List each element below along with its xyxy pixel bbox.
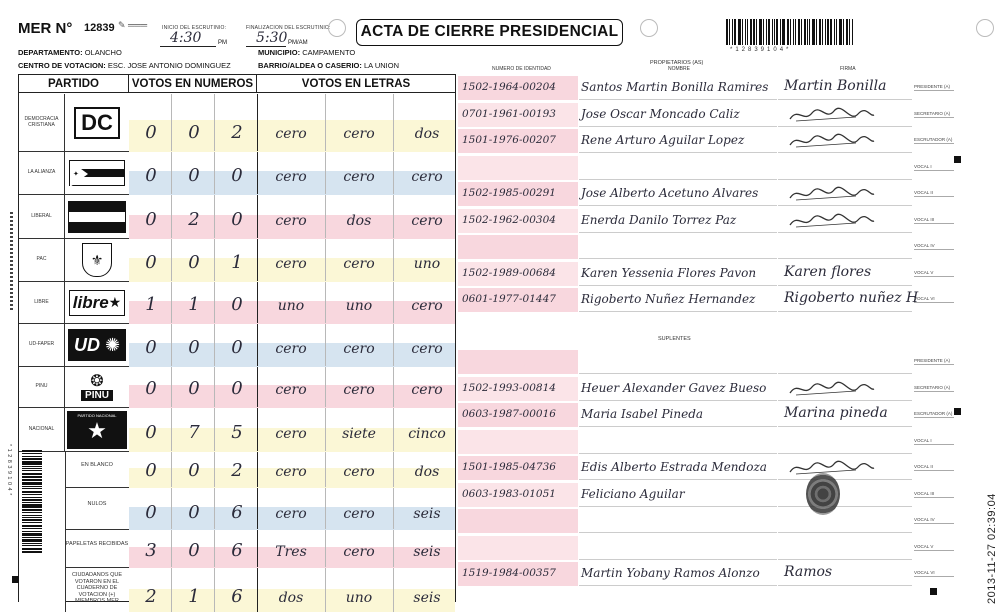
- party-vote-cells: [129, 195, 455, 238]
- member-role: VOCAL V: [914, 544, 954, 551]
- vote-word: cero: [411, 382, 443, 398]
- member-signature-cell: [778, 403, 912, 427]
- vote-word: cero: [275, 341, 307, 357]
- vote-word: siete: [342, 426, 376, 442]
- party-name: LIBRE: [19, 282, 65, 323]
- member-signature: Rigoberto nuñez H: [784, 290, 919, 306]
- member-name-cell: [579, 536, 777, 560]
- party-row: [19, 152, 455, 195]
- vote-word: uno: [413, 256, 441, 272]
- member-row: [458, 562, 935, 586]
- vote-digit: 7: [188, 422, 200, 443]
- vote-word: dos: [346, 213, 372, 229]
- registration-square: [954, 156, 961, 163]
- member-name: Feliciano Aguilar: [581, 486, 685, 501]
- vote-digit: 0: [231, 294, 243, 315]
- party-vote-cells: [129, 94, 455, 151]
- vote-word: cero: [343, 126, 375, 142]
- summary-digit: 6: [231, 540, 243, 561]
- summary-word: seis: [413, 590, 441, 606]
- inicio-ampm: PM: [218, 40, 227, 46]
- party-name: NACIONAL: [19, 408, 65, 451]
- member-name-cell: [579, 103, 777, 127]
- vote-digit: 0: [188, 378, 200, 399]
- member-signature-cell: [778, 536, 912, 560]
- member-name-cell: [579, 483, 777, 507]
- member-name-cell: [579, 350, 777, 374]
- party-row: [19, 195, 455, 239]
- vote-digit: 0: [145, 122, 157, 143]
- member-id: 1502-1989-00684: [462, 266, 556, 279]
- member-name: Rigoberto Nuñez Hernandez: [581, 292, 756, 306]
- member-id: 1502-1962-00304: [462, 213, 556, 226]
- member-name-cell: [579, 76, 777, 100]
- member-name: Maria Isabel Pineda: [581, 407, 704, 421]
- vote-word: cero: [275, 426, 307, 442]
- member-name-cell: [579, 403, 777, 427]
- member-id: 0701-1961-00193: [462, 107, 556, 120]
- side-barcode-icon: [22, 450, 42, 562]
- summary-word: dos: [414, 464, 440, 480]
- member-id-cell: [458, 403, 578, 427]
- member-name: Edis Alberto Estrada Mendoza: [581, 460, 767, 474]
- party-logo-icon: [66, 195, 128, 238]
- summary-word: seis: [413, 544, 441, 560]
- signature-scribble-icon: [786, 379, 876, 399]
- member-role: VOCAL V: [914, 270, 954, 277]
- registration-square: [12, 576, 19, 583]
- inicio-label: INICIO DEL ESCRUTINIO:: [162, 25, 227, 31]
- col-partido: PARTIDO: [19, 75, 129, 93]
- member-signature-cell: [778, 350, 912, 374]
- member-id: 0603-1987-00016: [462, 408, 556, 420]
- member-id-cell: [458, 129, 578, 153]
- vote-word: cero: [343, 256, 375, 272]
- member-id: 1501-1976-00207: [462, 134, 556, 146]
- vote-word: cero: [275, 256, 307, 272]
- summary-word: cero: [343, 506, 375, 522]
- members-table: [458, 60, 953, 600]
- member-name-cell: [579, 262, 777, 286]
- summary-digit: 0: [188, 540, 200, 561]
- vote-digit: 0: [231, 209, 243, 230]
- vote-word: cero: [411, 169, 443, 185]
- member-role: SECRETARIO (A): [914, 111, 954, 118]
- barcode-icon: [726, 19, 854, 45]
- member-id-cell: [458, 103, 578, 127]
- side-barcode-number-wrap: [0, 444, 12, 568]
- member-id-cell: [458, 562, 578, 586]
- member-name-cell: [579, 430, 777, 454]
- signature-scribble-icon: [786, 211, 876, 231]
- signature-scribble-icon: [786, 131, 876, 151]
- col-identidad: NUMERO DE IDENTIDAD: [492, 66, 551, 72]
- party-name: UD-FAPER: [19, 324, 65, 366]
- summary-row: [19, 530, 455, 568]
- member-name: Enerda Danilo Torrez Paz: [581, 212, 737, 227]
- party-row: [19, 367, 455, 408]
- summary-row: [19, 488, 455, 530]
- summary-digit: 2: [145, 586, 157, 607]
- side-barcode-number: *12839104*: [6, 444, 12, 498]
- member-role: VOCAL II: [914, 464, 954, 471]
- centro-votacion: CENTRO DE VOTACION: ESC. JOSE ANTONIO DOMINGUEZ: [18, 61, 231, 70]
- member-name: Santos Martin Bonilla Ramires: [581, 80, 769, 94]
- member-name-cell: [579, 235, 777, 259]
- registration-square: [930, 588, 937, 595]
- vote-digit: 0: [188, 252, 200, 273]
- member-row: [458, 76, 951, 100]
- vote-word: uno: [345, 298, 373, 314]
- party-row: [19, 324, 455, 367]
- member-id-cell: [458, 483, 578, 507]
- party-vote-cells: [129, 408, 455, 451]
- summary-name: EN BLANCO: [81, 462, 113, 468]
- member-signature-cell: [778, 209, 912, 233]
- member-name-cell: [579, 456, 777, 480]
- vote-digit: 0: [145, 252, 157, 273]
- member-id-cell: [458, 182, 578, 206]
- vote-word: cero: [343, 341, 375, 357]
- final-label: FINALIZACION DEL ESCRUTINIO:: [246, 25, 331, 31]
- party-name: PAC: [19, 239, 65, 281]
- member-name-cell: [579, 209, 777, 233]
- summary-vote-cells: [129, 568, 455, 612]
- member-row: [458, 403, 953, 427]
- member-row: [458, 235, 935, 259]
- vote-digit: 0: [188, 337, 200, 358]
- member-signature-cell: [778, 76, 912, 100]
- member-id-cell: [458, 76, 578, 100]
- vote-word: cinco: [408, 426, 446, 442]
- member-id-cell: [458, 288, 578, 312]
- member-name: Jose Alberto Acetuno Alvares: [581, 186, 759, 200]
- summary-name: NULOS: [87, 501, 107, 507]
- member-row: [458, 430, 932, 454]
- member-id: 1502-1964-00204: [462, 81, 556, 93]
- registration-mark: [328, 19, 346, 37]
- member-role: VOCAL III: [914, 491, 954, 498]
- summary-name: PAPELETAS RECIBIDAS: [65, 541, 129, 547]
- member-id-cell: [458, 377, 578, 401]
- vote-digit: 1: [145, 294, 157, 315]
- member-id-cell: [458, 262, 578, 286]
- summary-word: uno: [345, 590, 373, 606]
- member-id-cell: [458, 209, 578, 233]
- member-name: Jose Oscar Moncado Caliz: [581, 106, 740, 121]
- final-value: 5:30: [256, 30, 288, 46]
- member-signature-cell: [778, 235, 912, 259]
- member-name: Martin Yobany Ramos Alonzo: [581, 566, 760, 580]
- vote-word: cero: [275, 126, 307, 142]
- party-logo-icon: libre ★: [66, 282, 128, 323]
- member-signature-cell: [778, 509, 912, 533]
- member-signature: Martin Bonilla: [784, 78, 887, 94]
- vote-word: cero: [411, 213, 443, 229]
- party-logo-icon: ✦: [66, 152, 128, 194]
- summary-vote-cells: [129, 452, 455, 487]
- summary-digit: 6: [231, 502, 243, 523]
- member-id: 0601-1977-01447: [462, 293, 556, 305]
- member-row: [458, 262, 934, 286]
- vote-digit: 1: [188, 294, 200, 315]
- member-row: [458, 536, 934, 560]
- member-id: 1502-1993-00814: [462, 381, 556, 394]
- member-id: 1501-1985-04736: [462, 461, 556, 473]
- summary-word: cero: [343, 464, 375, 480]
- summary-digit: 2: [231, 460, 243, 481]
- party-vote-cells: [129, 152, 455, 194]
- member-row: [458, 377, 951, 401]
- summary-word: cero: [275, 506, 307, 522]
- summary-digit: 0: [188, 460, 200, 481]
- member-role: VOCAL VI: [914, 296, 954, 303]
- vote-word: cero: [411, 341, 443, 357]
- member-signature-cell: [778, 483, 912, 507]
- member-signature-cell: [778, 430, 912, 454]
- party-logo-icon: PARTIDO NACIONAL ★: [66, 408, 128, 451]
- member-name: Rene Arturo Aguilar Lopez: [581, 133, 745, 147]
- barcode-number: *12839104*: [730, 47, 792, 53]
- registration-square: [954, 408, 961, 415]
- member-name-cell: [579, 562, 777, 586]
- member-name-cell: [579, 182, 777, 206]
- acta-title: ACTA DE CIERRE PRESIDENCIAL: [356, 19, 623, 46]
- vote-word: cero: [275, 169, 307, 185]
- vote-digit: 2: [188, 209, 200, 230]
- municipio: MUNICIPIO: CAMPAMENTO: [258, 48, 356, 57]
- party-name: LIBERAL: [19, 195, 65, 238]
- member-name-cell: [579, 156, 777, 180]
- member-row: [458, 209, 935, 233]
- summary-word: dos: [278, 590, 304, 606]
- member-role: PRESIDENTE (A): [914, 358, 954, 365]
- party-vote-cells: [129, 367, 455, 407]
- member-row: [458, 182, 933, 206]
- party-row: [19, 239, 455, 282]
- summary-digit: 1: [188, 586, 200, 607]
- registration-mark: [976, 19, 994, 37]
- vote-digit: 0: [145, 422, 157, 443]
- vote-word: cero: [275, 213, 307, 229]
- party-name: PINU: [19, 367, 65, 407]
- member-signature-cell: [778, 288, 919, 312]
- member-row: [458, 456, 933, 480]
- member-signature-cell: [778, 562, 912, 586]
- member-role: VOCAL II: [914, 190, 954, 197]
- summary-digit: 3: [145, 540, 157, 561]
- vote-digit: 0: [145, 337, 157, 358]
- vote-table: [18, 74, 456, 607]
- party-row: [19, 282, 455, 324]
- inicio-value: 4:30: [170, 30, 202, 46]
- member-role: PRESIDENTE (A): [914, 84, 954, 91]
- col-votos-numeros: VOTOS EN NUMEROS: [129, 75, 257, 93]
- member-id: 0603-1983-01051: [462, 487, 556, 500]
- member-id-cell: [458, 235, 578, 259]
- member-name-cell: [579, 377, 777, 401]
- member-name-cell: [579, 129, 777, 153]
- vote-word: cero: [343, 382, 375, 398]
- member-role: ESCRUTADOR (A): [914, 137, 953, 142]
- member-signature-cell: [778, 456, 912, 480]
- vote-digit: 0: [188, 165, 200, 186]
- suplentes-label: SUPLENTES: [658, 336, 691, 342]
- col-firma: FIRMA: [840, 66, 856, 72]
- signature-scribble-icon: [786, 105, 876, 125]
- member-role: VOCAL I: [914, 164, 954, 171]
- party-vote-cells: [129, 239, 455, 281]
- member-role: VOCAL IV: [914, 517, 954, 524]
- summary-word: cero: [275, 464, 307, 480]
- member-id-cell: [458, 456, 578, 480]
- member-row: [458, 509, 935, 533]
- final-ampm: PM/AM: [288, 40, 308, 46]
- member-signature-cell: [778, 182, 912, 206]
- summary-row: [19, 568, 455, 612]
- member-row: [458, 350, 951, 374]
- summary-digit: 6: [231, 586, 243, 607]
- summary-digit: 0: [188, 502, 200, 523]
- vote-word: cero: [275, 382, 307, 398]
- member-role: VOCAL VI: [914, 570, 954, 577]
- col-nombre: NOMBRE: [668, 66, 690, 72]
- member-role: VOCAL I: [914, 438, 954, 445]
- vote-word: cero: [343, 169, 375, 185]
- summary-digit: 0: [145, 460, 157, 481]
- col-propietarios: PROPIETARIOS (AS): [650, 60, 704, 66]
- party-name: DEMOCRACIA CRISTIANA: [19, 94, 65, 151]
- summary-digit: 0: [145, 502, 157, 523]
- vote-word: dos: [414, 126, 440, 142]
- summary-vote-cells: [129, 530, 455, 567]
- member-role: VOCAL IV: [914, 243, 954, 250]
- party-logo-icon: ⚜: [66, 239, 128, 281]
- summary-word: Tres: [275, 544, 307, 560]
- vote-digit: 5: [231, 422, 243, 443]
- member-signature-cell: [778, 377, 912, 401]
- vote-digit: 0: [145, 209, 157, 230]
- signature-scribble-icon: [786, 184, 876, 204]
- member-signature-cell: [778, 262, 912, 286]
- summary-word: seis: [413, 506, 441, 522]
- vote-digit: 0: [231, 337, 243, 358]
- summary-name: CIUDADANOS QUE VOTARON EN EL CUADERNO DE VOTACION (+) MIEMBROS MER: [71, 572, 123, 605]
- member-signature: Ramos: [784, 564, 833, 580]
- summary-row: [19, 452, 455, 488]
- vote-digit: 0: [145, 378, 157, 399]
- member-name: Karen Yessenia Flores Pavon: [581, 265, 757, 280]
- member-signature-cell: [778, 129, 912, 153]
- summary-word: cero: [343, 544, 375, 560]
- party-logo-icon: DC: [66, 94, 128, 151]
- vote-digit: 0: [231, 378, 243, 399]
- departamento: DEPARTAMENTO: OLANCHO: [18, 48, 122, 57]
- party-vote-cells: [129, 282, 455, 323]
- member-signature: Marina pineda: [784, 405, 888, 421]
- vote-word: cero: [411, 298, 443, 314]
- member-id-cell: [458, 156, 578, 180]
- vote-word: uno: [277, 298, 305, 314]
- party-vote-cells: [129, 324, 455, 366]
- member-signature-cell: [778, 156, 912, 180]
- member-name: Heuer Alexander Gavez Bueso: [581, 380, 767, 395]
- side-tick-marks: [10, 212, 13, 312]
- barrio: BARRIO/ALDEA O CASERIO: LA UNION: [258, 61, 399, 70]
- party-logo-icon: ❂ PINU: [66, 367, 128, 407]
- member-row: [458, 156, 932, 180]
- member-role: VOCAL III: [914, 217, 954, 224]
- member-id-cell: [458, 350, 578, 374]
- col-votos-letras: VOTOS EN LETRAS: [257, 75, 455, 93]
- member-name-cell: [579, 288, 777, 312]
- member-row: [458, 129, 953, 153]
- party-row: [19, 408, 455, 452]
- vote-digit: 1: [231, 252, 243, 273]
- member-role: SECRETARIO (A): [914, 385, 954, 392]
- scan-timestamp: 2013-11-27 02:39:04: [986, 493, 998, 604]
- party-name: LA ALIANZA: [19, 152, 65, 194]
- mer-label: MER N°: [18, 20, 73, 37]
- member-id-cell: [458, 430, 578, 454]
- member-row: [458, 103, 951, 127]
- member-id: 1519-1984-00357: [462, 567, 556, 579]
- member-id-cell: [458, 509, 578, 533]
- member-role: ESCRUTADOR (A): [914, 411, 953, 416]
- registration-mark: [640, 19, 658, 37]
- mer-number: 12839: [84, 22, 115, 34]
- member-signature-cell: [778, 103, 912, 127]
- mer-logo-icon: ✎ ═══: [118, 20, 148, 30]
- member-id: 1502-1985-00291: [462, 187, 556, 199]
- vote-digit: 0: [188, 122, 200, 143]
- vote-digit: 2: [231, 122, 243, 143]
- member-row: [458, 483, 935, 507]
- member-row: [458, 288, 935, 312]
- member-signature: Karen flores: [784, 263, 872, 280]
- member-id-cell: [458, 536, 578, 560]
- party-row: [19, 94, 455, 152]
- party-logo-icon: UD ✺: [66, 324, 128, 366]
- vote-digit: 0: [145, 165, 157, 186]
- vote-digit: 0: [231, 165, 243, 186]
- member-name-cell: [579, 509, 777, 533]
- summary-vote-cells: [129, 488, 455, 529]
